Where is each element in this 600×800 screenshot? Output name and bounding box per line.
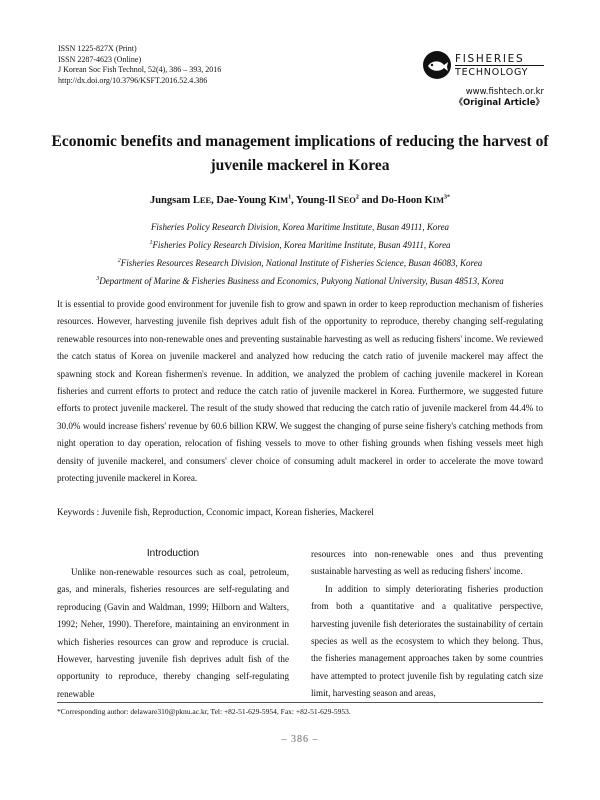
journal-website[interactable]: www.fishtech.or.kr — [465, 87, 544, 97]
intro-paragraph: resources into non-renewable ones and thus preventing sustainable harvesting as well as reducing fishers' income. — [311, 549, 543, 577]
section-heading-introduction: Introduction — [146, 548, 200, 559]
affiliation-3: $^3$Department of Marine & Fisheries Business and Economics, Pukyong National University, Busan 48513, Korea — [96, 276, 504, 286]
author-1: Jungsam LEE, — [149, 194, 214, 206]
journal-logo — [422, 50, 544, 82]
issn-online: ISSN 2287-4623 (Online) — [58, 54, 142, 64]
doi-link[interactable]: http://dx.doi.org/10.3796/KSFT.2016.52.4.386 — [58, 75, 208, 85]
author-4: and Do-Hoon $KIM^{3*}$ — [361, 194, 451, 206]
page-number: – 386 – — [281, 734, 319, 745]
intro-column-left: Unlike non-renewable resources such as coal, petroleum, gas, and minerals, fisheries resources are self-regulating and reproducing (Gavin and Waldman, 1999; Hilborn and Walters, 1992; Neher, 1990). Therefore, maintaining an environment in which fisheries resources can grow and reproduce is crucial. However, harvesting juvenile fish deprives adult fish of the opportunity to reproduce, thereby changing self-regulating renewable — [57, 567, 289, 699]
logo-text-technology: TECHNOLOGY — [455, 67, 529, 78]
fish-logo-icon — [422, 50, 452, 80]
author-2: Dae-Young KIM$^1$, — [216, 194, 294, 206]
keywords: Keywords : Juvenile fish, Reproduction, Cconomic impact, Korean fisheries, Mackerel — [57, 507, 374, 517]
affiliation-1: $^1$Fisheries Policy Research Division, Korea Maritime Institute, Busan 49111, Korea — [149, 240, 451, 250]
logo-divider — [455, 65, 544, 66]
journal-citation: J Korean Soc Fish Technol, 52(4), 386 – 393, 2016 — [58, 65, 222, 75]
intro-column-right — [311, 546, 543, 703]
corresponding-author-footnote: *Corresponding author: delaware310@pknu.ac.kr, Tel: +82-51-629-5954, Fax: +82-51-629-5953. — [57, 707, 351, 716]
logo-text-fisheries: FISHERIES — [455, 53, 525, 65]
author-3: Young-Il SEO$^2$ — [296, 194, 359, 206]
paper-title: Economic benefits and management implications of reducing the harvest of juvenile mackerel in Korea — [51, 133, 549, 174]
affiliation-0: Fisheries Policy Research Division, Korea Maritime Institute, Busan 49111, Korea — [150, 222, 450, 232]
issn-print: ISSN 1225-827X (Print) — [58, 44, 137, 53]
affiliations — [50, 219, 550, 289]
article-type: 《Original Article》 — [454, 98, 544, 108]
journal-meta — [58, 44, 221, 86]
intro-paragraph: In addition to simply deteriorating fisheries production from both a quantitative and a qualitative perspective, harvesting juvenile fish deteriorates the sustainability of certain species as well as the ecosystem to which they belong. Thus, the fisheries management approaches taken by some countries have attempted to protect juvenile fish by regulating catch size limit, harvesting season and areas, — [311, 583, 543, 699]
footnote-divider — [57, 702, 543, 703]
affiliation-2: $^2$Fisheries Resources Research Division, National Institute of Fisheries Science, Busan 46083, Korea — [117, 258, 483, 268]
abstract: It is essential to provide good environment for juvenile fish to grow and spawn in order to keep reproduction mechanism of fisheries resources. However, harvesting juvenile fish deprives adult fish of the opportunity to reproduce, thereby changing self-regulating renewable resources into non-renewable ones and preventing sustainable harvesting as well as reducing fishers' income. We reviewed the catch status of Korea on juvenile mackerel and analyzed how reducing the catch ratio of juvenile mackerel may affect the spawning stock and Korean fishermen's revenue. In addition, we analyzed the problem of caching juvenile mackerel in Korean fisheries and current efforts to protect and reduce the catch ratio of juvenile mackerel in Korea. Furthermore, we suggested future efforts to protect juvenile mackerel. The result of the study showed that reducing the catch ratio of juvenile mackerel from 44.4% to 30.0% would increase fishers' revenue by 60.6 billion KRW. We suggest the changing of purse seine fishery's catching methods from night operation to day operation, relocation of fishing vessels to move to other fishing grounds when fishing vessels meet high density of juvenile mackerel, and consumers' clever choice of consuming adult mackerel in order to accelerate the move toward protecting juvenile mackerel in Korea. — [57, 299, 543, 484]
author-list — [50, 194, 550, 206]
